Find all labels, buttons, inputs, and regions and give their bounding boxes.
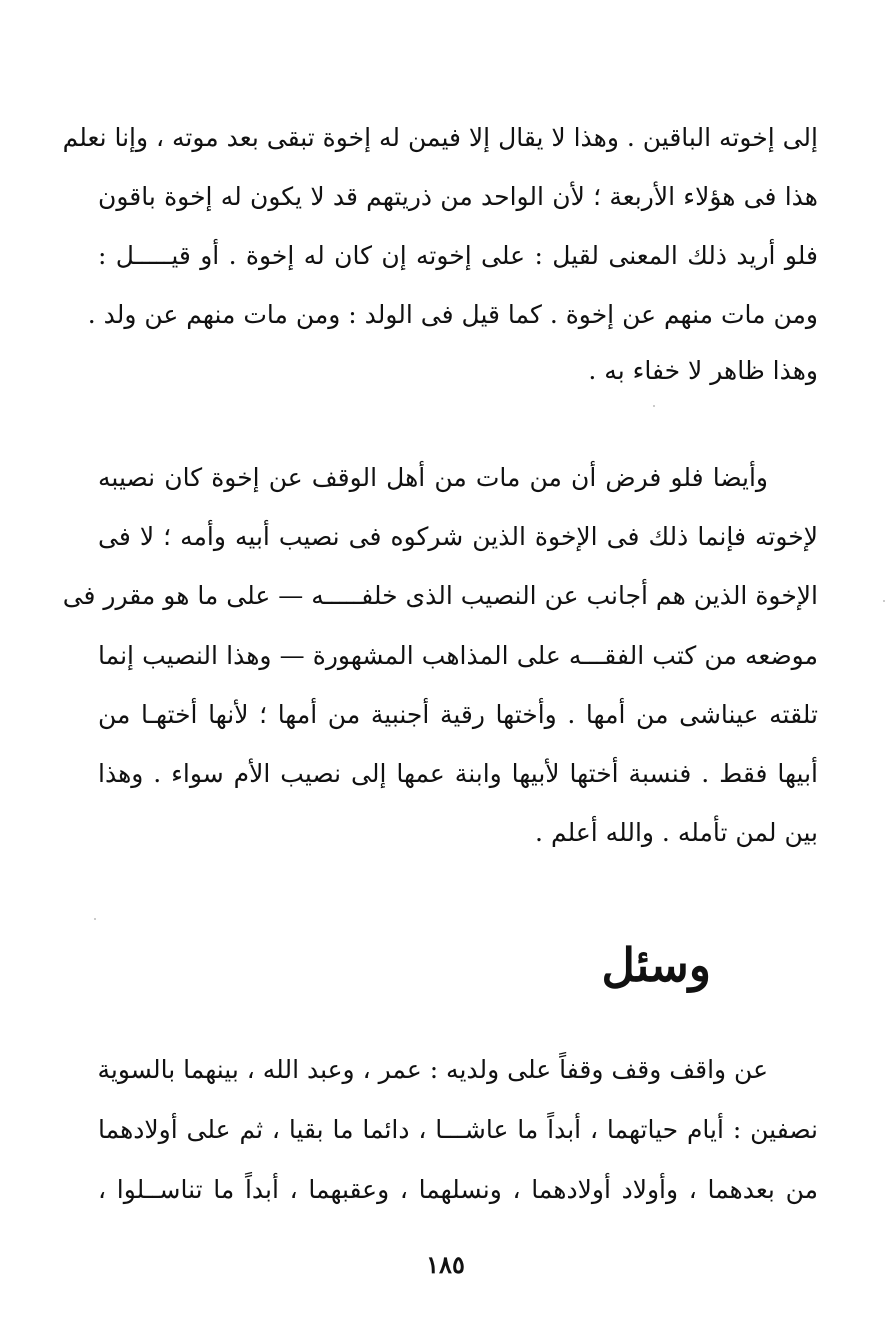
scan-speck <box>94 918 96 920</box>
text-line: وهذا ظاهر لا خفاء به . <box>588 356 818 385</box>
text-line: موضعه من كتب الفقـــه على المذاهب المشهورة — وهذا النصيب إنما <box>98 641 818 670</box>
text-line: عن واقف وقف وقفاً على ولديه : عمر ، وعبد الله ، بينهما بالسوية <box>97 1055 768 1084</box>
text-line: نصفين : أيام حياتهما ، أبداً ما عاشـــا ، دائما ما بقيا ، ثم على أولادهما <box>98 1115 818 1144</box>
text-line: تلقته عيناشى من أمها . وأختها رقية أجنبية من أمها ؛ لأنها أختهـا من <box>98 700 818 729</box>
text-line: وأيضا فلو فرض أن من مات من أهل الوقف عن إخوة كان نصيبه <box>98 463 768 492</box>
text-line: الإخوة الذين هم أجانب عن النصيب الذى خلفـــــه — على ما هو مقرر فى <box>62 581 818 610</box>
scan-speck <box>653 405 655 407</box>
text-line: من بعدهما ، وأولاد أولادهما ، ونسلهما ، وعقبهما ، أبداً ما تناســلوا ، <box>98 1175 818 1204</box>
text-line: لإخوته فإنما ذلك فى الإخوة الذين شركوه فى نصيب أبيه وأمه ؛ لا فى <box>98 522 818 551</box>
text-line: أبيها فقط . فنسبة أختها لأبيها وابنة عمها إلى نصيب الأم سواء . وهذا <box>98 759 818 788</box>
scan-speck <box>883 600 885 602</box>
text-line: فلو أريد ذلك المعنى لقيل : على إخوته إن كان له إخوة . أو قيـــــل : <box>98 241 818 270</box>
text-line: هذا فى هؤلاء الأربعة ؛ لأن الواحد من ذريتهم قد لا يكون له إخوة باقون <box>98 182 818 211</box>
page-number: ١٨٥ <box>426 1250 465 1279</box>
text-line: إلى إخوته الباقين . وهذا لا يقال إلا فيمن له إخوة تبقى بعد موته ، وإنا نعلم <box>62 123 818 152</box>
section-heading: وسئل <box>601 938 711 992</box>
text-line: بين لمن تأمله . والله أعلم . <box>535 818 818 847</box>
text-line: ومن مات منهم عن إخوة . كما قيل فى الولد : ومن مات منهم عن ولد . <box>87 300 818 329</box>
